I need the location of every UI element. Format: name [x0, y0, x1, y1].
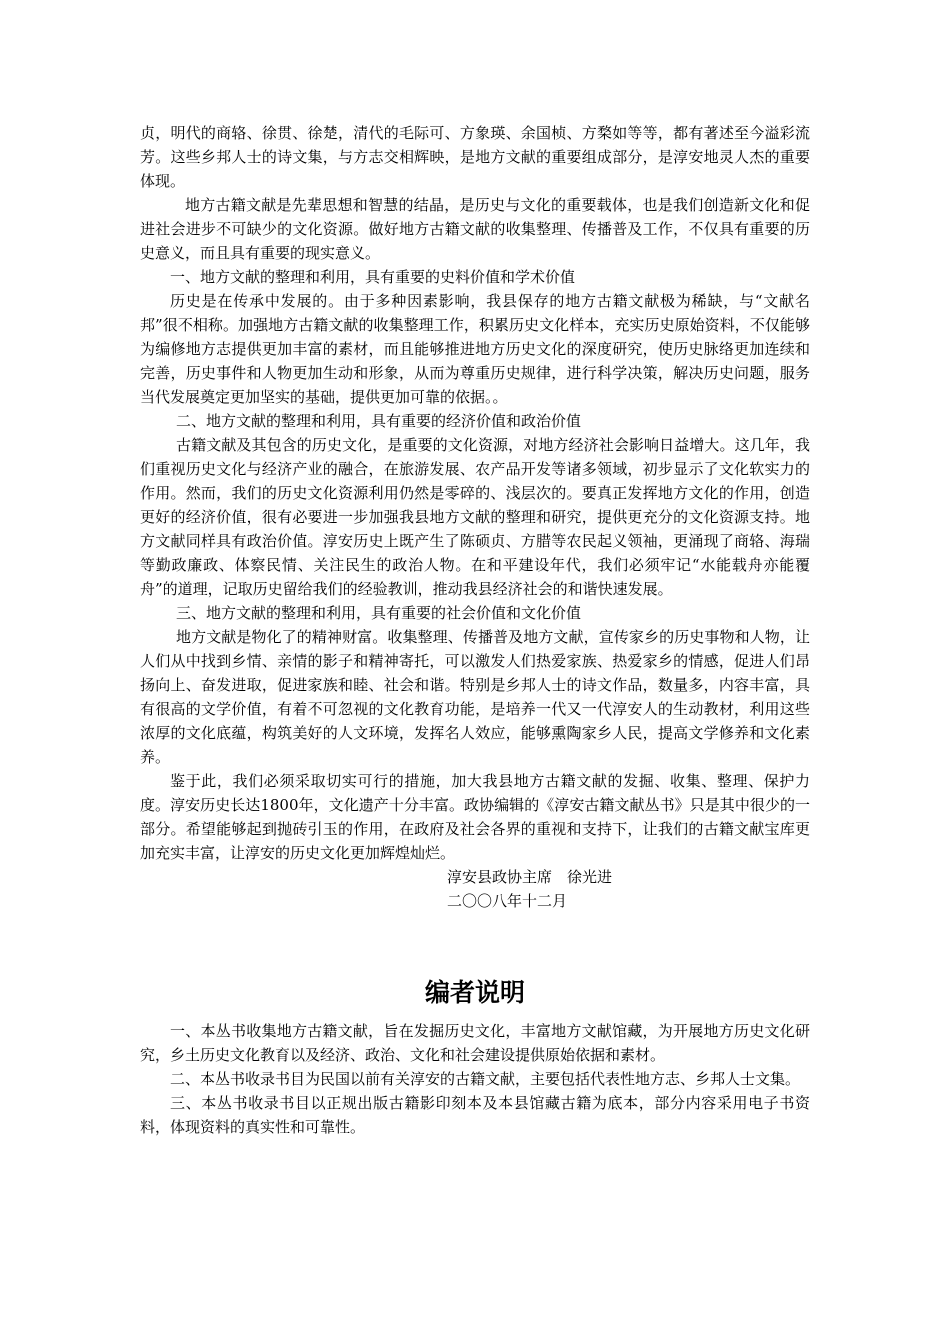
list-item: 一、本丛书收集地方古籍文献，旨在发掘历史文化，丰富地方文献馆藏，为开展地方历史文化研究，乡土历史文化教育以及经济、政治、文化和社会建设提供原始依据和素材。 — [140, 1022, 810, 1064]
paragraph: 古籍文献及其包含的历史文化，是重要的文化资源，对地方经济社会影响日益增大。这几年，我们重视历史文化与经济产业的融合，在旅游发展、农产品开发等诸多领域，初步显示了文化软实力的作用。然而，我们的历史文化资源利用仍然是零碎的、浅层次的。要真正发挥地方文化的作用，创造更好的经济价值，很有必要进一步加强我县地方文献的整理和研究，提供更充分的文化资源支持。地方文献同样具有政治价值。淳安历史上既产生了陈硕贞、方腊等农民起义领袖，更涌现了商辂、海瑞等勤政廉政、体察民情、关注民生的政治人物。在和平建设年代，我们必须牢记“水能载舟亦能覆舟”的道理，记取历史留给我们的经验教训，推动我县经济社会的和谐快速发展。 — [140, 436, 810, 598]
paragraph: 历史是在传承中发展的。由于多种因素影响，我县保存的地方古籍文献极为稀缺，与“文献名邦”很不相称。加强地方古籍文献的收集整理工作，积累历史文化样本，充实历史原始资料，不仅能够为编修地方志提供更加丰富的素材，而且能够推进地方历史文化的深度研究，使历史脉络更加连续和完善，历史事件和人物更加生动和形象，从而为尊重历史规律，进行科学决策，解决历史问题，服务当代发展奠定更加坚实的基础，提供更加可靠的依据。。 — [140, 292, 810, 406]
date: 二〇〇八年十二月 — [447, 892, 568, 910]
list-item: 三、本丛书收录书目以正规出版古籍影印刻本及本县馆藏古籍为底本，部分内容采用电子书资料，体现资料的真实性和可靠性。 — [140, 1094, 810, 1136]
paragraph: 地方古籍文献是先辈思想和智慧的结晶，是历史与文化的重要载体，也是我们创造新文化和促进社会进步不可缺少的文化资源。做好地方古籍文献的收集整理、传播普及工作，不仅具有重要的历史意义，而且具有重要的现实意义。 — [140, 196, 810, 262]
section-heading: 一、地方文献的整理和利用，具有重要的史料价值和学术价值 — [170, 268, 576, 286]
editor-notes-section — [140, 977, 810, 1139]
section-heading: 二、地方文献的整理和利用，具有重要的经济价值和政治价值 — [176, 412, 582, 430]
page-title: 编者说明 — [424, 978, 525, 1007]
list-item: 二、本丛书收录书目为民国以前有关淳安的古籍文献，主要包括代表性地方志、乡邦人士文集。 — [170, 1070, 801, 1088]
paragraph: 贞，明代的商辂、徐贯、徐楚，清代的毛际可、方象瑛、余国桢、方楘如等等，都有著述至今溢彩流芳。这些乡邦人士的诗文集，与方志交相辉映，是地方文献的重要组成部分，是淳安地灵人杰的重要体现。 — [140, 124, 810, 190]
paragraph: 地方文献是物化了的精神财富。收集整理、传播普及地方文献，宣传家乡的历史事物和人物，让人们从中找到乡情、亲情的影子和精神寄托，可以激发人们热爱家族、热爱家乡的情感，促进人们昂扬向上、奋发进取，促进家族和睦、社会和谐。特别是乡邦人士的诗文作品，数量多，内容丰富，具有很高的文学价值，有着不可忽视的文化教育功能，是培养一代又一代淳安人的生动教材，利用这些浓厚的文化底蕴，构筑美好的人文环境，发挥名人效应，能够熏陶家乡人民，提高文学修养和文化素养。 — [140, 628, 810, 766]
paragraph: 鉴于此，我们必须采取切实可行的措施，加大我县地方古籍文献的发掘、收集、整理、保护力度。淳安历史长达1800年，文化遗产十分丰富。政协编辑的《淳安古籍文献丛书》只是其中很少的一部分。希望能够起到抛砖引玉的作用，在政府及社会各界的重视和支持下，让我们的古籍文献宝库更加充实丰富，让淳安的历史文化更加辉煌灿烂。 — [140, 772, 810, 862]
section-heading: 三、地方文献的整理和利用，具有重要的社会价值和文化价值 — [176, 604, 582, 622]
document-page — [140, 121, 810, 1139]
preface-section — [140, 121, 810, 913]
signature: 淳安县政协主席 徐光进 — [447, 868, 613, 886]
